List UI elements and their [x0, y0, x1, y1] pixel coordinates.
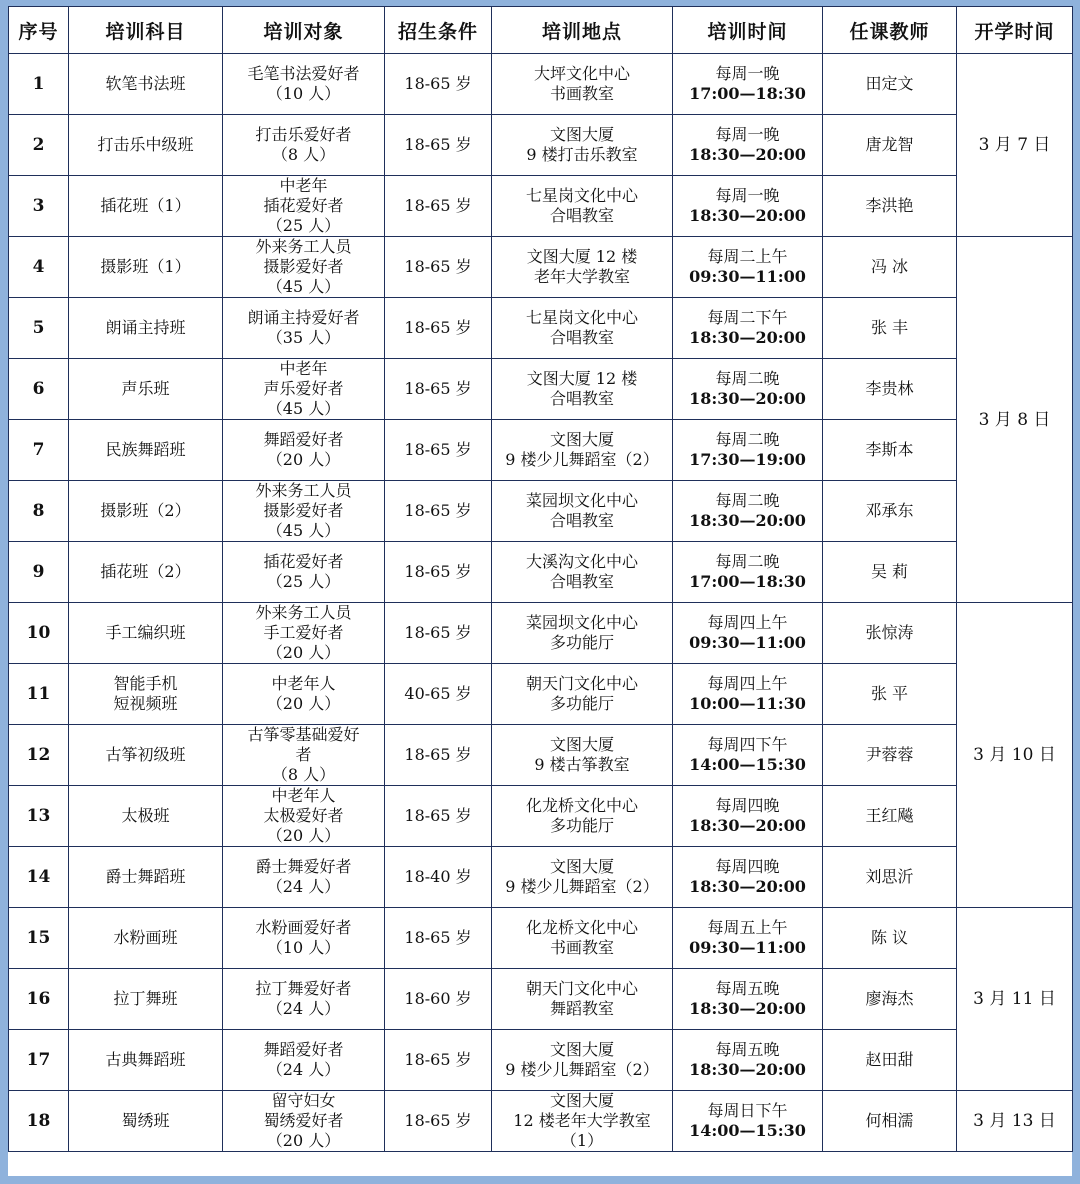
course-location-line: 书画教室 [549, 938, 614, 957]
age-requirement: 18-65 岁 [385, 1091, 492, 1152]
course-target-line: 中老年 [279, 176, 328, 195]
course-location-line: 9 楼少儿舞蹈室（2） [505, 877, 659, 896]
row-index: 11 [9, 664, 69, 725]
course-location-line: 文图大厦 [549, 125, 614, 144]
course-target-line: （20 人） [266, 450, 341, 469]
course-subject-line: 太极班 [121, 806, 170, 825]
table-row [9, 786, 1073, 847]
table-row [9, 847, 1073, 908]
course-location-line: 大坪文化中心 [533, 64, 630, 83]
course-location-line: 多功能厅 [549, 694, 614, 713]
course-time [673, 420, 823, 481]
row-index: 8 [9, 481, 69, 542]
course-target [223, 603, 385, 664]
course-subject [69, 420, 223, 481]
course-subject-line: 民族舞蹈班 [105, 440, 186, 459]
row-index: 9 [9, 542, 69, 603]
course-subject-line: 摄影班（1） [100, 257, 191, 276]
age-requirement: 18-65 岁 [385, 54, 492, 115]
course-time-line: 每周五晚 [715, 979, 780, 998]
course-target-line: （35 人） [266, 328, 341, 347]
course-target-line: 舞蹈爱好者 [263, 430, 344, 449]
course-teacher: 赵田甜 [823, 1030, 957, 1091]
course-location-line: 朝天门文化中心 [525, 979, 638, 998]
course-location-line: 舞蹈教室 [549, 999, 614, 1018]
course-time [673, 664, 823, 725]
course-location-line: 9 楼少儿舞蹈室（2） [505, 1060, 659, 1079]
course-teacher: 廖海杰 [823, 969, 957, 1030]
course-time-line: 18:30—20:00 [689, 206, 806, 225]
course-target-line: 摄影爱好者 [263, 501, 344, 520]
course-target-line: 留守妇女 [271, 1091, 336, 1110]
course-target-line: （45 人） [266, 399, 341, 418]
table-row [9, 969, 1073, 1030]
row-index: 1 [9, 54, 69, 115]
course-time-line: 每周日下午 [707, 1101, 788, 1120]
age-requirement: 18-65 岁 [385, 298, 492, 359]
course-target-line: 毛笔书法爱好者 [247, 64, 360, 83]
course-target-line: 古筝零基础爱好 [247, 725, 360, 744]
course-time-line: 18:30—20:00 [689, 1060, 806, 1079]
course-teacher: 张 平 [823, 664, 957, 725]
course-location-line: 大溪沟文化中心 [525, 552, 638, 571]
course-location-line: 合唱教室 [549, 328, 614, 347]
course-time-line: 每周四上午 [707, 613, 788, 632]
course-target-line: 外来务工人员 [255, 237, 352, 256]
course-location-line: 合唱教室 [549, 572, 614, 591]
course-target [223, 908, 385, 969]
course-subject-line: 爵士舞蹈班 [105, 867, 186, 886]
row-index: 17 [9, 1030, 69, 1091]
course-subject-line: 朗诵主持班 [105, 318, 186, 337]
course-subject [69, 725, 223, 786]
course-time [673, 54, 823, 115]
row-index: 5 [9, 298, 69, 359]
course-time [673, 481, 823, 542]
table-row [9, 481, 1073, 542]
course-subject-line: 短视频班 [113, 694, 178, 713]
course-location [492, 786, 673, 847]
course-time [673, 176, 823, 237]
course-target-line: 打击乐爱好者 [255, 125, 352, 144]
course-time [673, 115, 823, 176]
course-target-line: 中老年人 [271, 786, 336, 805]
age-requirement: 18-65 岁 [385, 725, 492, 786]
course-location [492, 847, 673, 908]
table-row [9, 1091, 1073, 1152]
header-index: 序号 [9, 7, 69, 54]
course-time-line: 18:30—20:00 [689, 999, 806, 1018]
course-target-line: 外来务工人员 [255, 481, 352, 500]
course-time-line: 每周二上午 [707, 247, 788, 266]
course-time-line: 每周二晚 [715, 552, 780, 571]
row-index: 4 [9, 237, 69, 298]
course-teacher: 李贵林 [823, 359, 957, 420]
course-location-line: 老年大学教室 [533, 267, 630, 286]
course-subject [69, 908, 223, 969]
course-time [673, 542, 823, 603]
row-index: 2 [9, 115, 69, 176]
start-date: 3 月 13 日 [957, 1091, 1073, 1152]
course-target [223, 298, 385, 359]
course-target-line: 插花爱好者 [263, 196, 344, 215]
course-target-line: 插花爱好者 [263, 552, 344, 571]
training-schedule-table [8, 6, 1073, 1152]
course-location [492, 603, 673, 664]
course-time-line: 每周五晚 [715, 1040, 780, 1059]
course-time [673, 847, 823, 908]
course-target-line: （25 人） [266, 572, 341, 591]
course-time-line: 每周二晚 [715, 369, 780, 388]
course-target-line: 者 [295, 745, 312, 764]
age-requirement: 18-65 岁 [385, 1030, 492, 1091]
course-subject-line: 拉丁舞班 [113, 989, 178, 1008]
age-requirement: 18-65 岁 [385, 786, 492, 847]
course-teacher: 李斯本 [823, 420, 957, 481]
course-target-line: （25 人） [266, 216, 341, 235]
course-target-line: （10 人） [266, 938, 341, 957]
course-location-line: 文图大厦 [549, 430, 614, 449]
course-time-line: 14:00—15:30 [689, 755, 806, 774]
course-time-line: 17:00—18:30 [689, 84, 806, 103]
course-target-line: （10 人） [266, 84, 341, 103]
header-teacher: 任课教师 [823, 7, 957, 54]
course-time-line: 每周一晚 [715, 186, 780, 205]
course-location-line: 朝天门文化中心 [525, 674, 638, 693]
course-time [673, 969, 823, 1030]
course-teacher: 田定文 [823, 54, 957, 115]
course-time-line: 每周二晚 [715, 491, 780, 510]
course-location [492, 725, 673, 786]
course-subject [69, 237, 223, 298]
course-subject [69, 1030, 223, 1091]
row-index: 15 [9, 908, 69, 969]
course-location [492, 298, 673, 359]
table-row [9, 908, 1073, 969]
course-time-line: 10:00—11:30 [689, 694, 806, 713]
course-time-line: 每周四上午 [707, 674, 788, 693]
course-location [492, 542, 673, 603]
age-requirement: 40-65 岁 [385, 664, 492, 725]
course-target [223, 359, 385, 420]
header-start-date: 开学时间 [957, 7, 1073, 54]
course-time-line: 每周五上午 [707, 918, 788, 937]
course-target-line: （45 人） [266, 277, 341, 296]
course-target-line: （24 人） [266, 877, 341, 896]
course-teacher: 吴 莉 [823, 542, 957, 603]
course-target-line: 中老年 [279, 359, 328, 378]
course-time-line: 每周二下午 [707, 308, 788, 327]
course-time [673, 908, 823, 969]
table-row [9, 542, 1073, 603]
table-row [9, 359, 1073, 420]
course-target-line: （20 人） [266, 694, 341, 713]
table-row [9, 54, 1073, 115]
course-target-line: 手工爱好者 [263, 623, 344, 642]
age-requirement: 18-65 岁 [385, 115, 492, 176]
course-teacher: 唐龙智 [823, 115, 957, 176]
course-location-line: 合唱教室 [549, 389, 614, 408]
course-target [223, 54, 385, 115]
course-subject-line: 摄影班（2） [100, 501, 191, 520]
course-location [492, 664, 673, 725]
table-row [9, 664, 1073, 725]
course-target [223, 786, 385, 847]
course-location-line: 9 楼古筝教室 [534, 755, 630, 774]
course-time [673, 603, 823, 664]
header-target: 培训对象 [223, 7, 385, 54]
age-requirement: 18-65 岁 [385, 237, 492, 298]
course-target [223, 847, 385, 908]
course-location-line: 多功能厅 [549, 633, 614, 652]
course-time-line: 每周四晚 [715, 857, 780, 876]
course-subject-line: 古典舞蹈班 [105, 1050, 186, 1069]
header-subject: 培训科目 [69, 7, 223, 54]
start-date: 3 月 11 日 [957, 908, 1073, 1091]
age-requirement: 18-65 岁 [385, 603, 492, 664]
header-time: 培训时间 [673, 7, 823, 54]
course-teacher: 冯 冰 [823, 237, 957, 298]
course-target [223, 664, 385, 725]
course-teacher: 陈 议 [823, 908, 957, 969]
table-row [9, 1030, 1073, 1091]
course-target-line: 声乐爱好者 [263, 379, 344, 398]
course-teacher: 张 丰 [823, 298, 957, 359]
age-requirement: 18-65 岁 [385, 542, 492, 603]
course-location-line: 文图大厦 [549, 735, 614, 754]
course-location-line: 书画教室 [549, 84, 614, 103]
course-location-line: 化龙桥文化中心 [525, 918, 638, 937]
course-location [492, 176, 673, 237]
course-target-line: 朗诵主持爱好者 [247, 308, 360, 327]
course-location [492, 115, 673, 176]
course-time-line: 每周一晚 [715, 125, 780, 144]
course-time [673, 1091, 823, 1152]
course-subject [69, 298, 223, 359]
row-index: 16 [9, 969, 69, 1030]
course-target [223, 420, 385, 481]
row-index: 12 [9, 725, 69, 786]
course-time-line: 每周四晚 [715, 796, 780, 815]
table-body [9, 54, 1073, 1152]
course-target [223, 176, 385, 237]
course-target [223, 237, 385, 298]
start-date: 3 月 7 日 [957, 54, 1073, 237]
course-teacher: 李洪艳 [823, 176, 957, 237]
course-location-line: 七星岗文化中心 [525, 186, 638, 205]
age-requirement: 18-65 岁 [385, 176, 492, 237]
course-subject-line: 插花班（1） [100, 196, 191, 215]
course-teacher: 张惊涛 [823, 603, 957, 664]
start-date: 3 月 8 日 [957, 237, 1073, 603]
course-target-line: 中老年人 [271, 674, 336, 693]
course-target [223, 969, 385, 1030]
course-subject [69, 115, 223, 176]
course-location-line: 文图大厦 [549, 1091, 614, 1110]
table-row [9, 115, 1073, 176]
start-date: 3 月 10 日 [957, 603, 1073, 908]
course-target-line: 外来务工人员 [255, 603, 352, 622]
header-row [9, 7, 1073, 54]
course-target [223, 542, 385, 603]
course-time [673, 786, 823, 847]
course-subject-line: 蜀绣班 [121, 1111, 170, 1130]
course-subject-line: 软笔书法班 [105, 74, 186, 93]
course-time-line: 09:30—11:00 [689, 938, 806, 957]
course-time [673, 1030, 823, 1091]
course-location-line: 文图大厦 12 楼 [526, 247, 638, 266]
course-subject-line: 插花班（2） [100, 562, 191, 581]
course-location-line: 12 楼老年大学教室 [513, 1111, 651, 1130]
course-target-line: （20 人） [266, 643, 341, 662]
age-requirement: 18-65 岁 [385, 481, 492, 542]
row-index: 3 [9, 176, 69, 237]
course-time-line: 18:30—20:00 [689, 328, 806, 347]
course-location-line: 9 楼打击乐教室 [526, 145, 638, 164]
course-target-line: （45 人） [266, 521, 341, 540]
course-time-line: 14:00—15:30 [689, 1121, 806, 1140]
course-location-line: 文图大厦 12 楼 [526, 369, 638, 388]
table-row [9, 176, 1073, 237]
table-row [9, 237, 1073, 298]
course-location-line: 文图大厦 [549, 857, 614, 876]
course-target-line: （20 人） [266, 1131, 341, 1150]
course-time-line: 18:30—20:00 [689, 145, 806, 164]
course-subject [69, 786, 223, 847]
course-subject-line: 水粉画班 [113, 928, 178, 947]
course-subject [69, 176, 223, 237]
course-teacher: 王红飚 [823, 786, 957, 847]
course-teacher: 尹蓉蓉 [823, 725, 957, 786]
table-row [9, 298, 1073, 359]
course-location [492, 54, 673, 115]
course-location [492, 481, 673, 542]
course-subject [69, 54, 223, 115]
course-time-line: 18:30—20:00 [689, 511, 806, 530]
course-location [492, 1091, 673, 1152]
course-target-line: 舞蹈爱好者 [263, 1040, 344, 1059]
course-time-line: 18:30—20:00 [689, 816, 806, 835]
course-subject [69, 1091, 223, 1152]
course-location [492, 420, 673, 481]
course-subject [69, 969, 223, 1030]
course-subject-line: 手工编织班 [105, 623, 186, 642]
header-location: 培训地点 [492, 7, 673, 54]
course-subject [69, 542, 223, 603]
row-index: 14 [9, 847, 69, 908]
course-subject [69, 603, 223, 664]
course-location-line: 菜园坝文化中心 [525, 491, 638, 510]
course-location-line: 文图大厦 [549, 1040, 614, 1059]
course-subject [69, 847, 223, 908]
course-target-line: 摄影爱好者 [263, 257, 344, 276]
course-location [492, 1030, 673, 1091]
course-time-line: 每周四下午 [707, 735, 788, 754]
course-time [673, 725, 823, 786]
course-target-line: 爵士舞爱好者 [255, 857, 352, 876]
age-requirement: 18-65 岁 [385, 420, 492, 481]
row-index: 7 [9, 420, 69, 481]
course-subject [69, 664, 223, 725]
course-target [223, 115, 385, 176]
age-requirement: 18-40 岁 [385, 847, 492, 908]
age-requirement: 18-65 岁 [385, 908, 492, 969]
course-location [492, 908, 673, 969]
header-requirement: 招生条件 [385, 7, 492, 54]
table-row [9, 725, 1073, 786]
course-location-line: 化龙桥文化中心 [525, 796, 638, 815]
course-target-line: 拉丁舞爱好者 [255, 979, 352, 998]
course-subject-line: 古筝初级班 [105, 745, 186, 764]
course-time-line: 18:30—20:00 [689, 389, 806, 408]
row-index: 18 [9, 1091, 69, 1152]
course-teacher: 何相濡 [823, 1091, 957, 1152]
course-time-line: 18:30—20:00 [689, 877, 806, 896]
course-target [223, 1091, 385, 1152]
table-row [9, 420, 1073, 481]
course-target [223, 481, 385, 542]
course-target-line: （20 人） [266, 826, 341, 845]
course-location-line: 七星岗文化中心 [525, 308, 638, 327]
course-time-line: 09:30—11:00 [689, 267, 806, 286]
course-location-line: 9 楼少儿舞蹈室（2） [505, 450, 659, 469]
course-time [673, 298, 823, 359]
course-location [492, 237, 673, 298]
table-row [9, 603, 1073, 664]
course-target-line: （24 人） [266, 1060, 341, 1079]
course-location-line: 合唱教室 [549, 206, 614, 225]
course-time-line: 09:30—11:00 [689, 633, 806, 652]
course-location [492, 969, 673, 1030]
course-location-line: 多功能厅 [549, 816, 614, 835]
course-location-line: 合唱教室 [549, 511, 614, 530]
course-location-line: 菜园坝文化中心 [525, 613, 638, 632]
course-subject-line: 智能手机 [113, 674, 178, 693]
course-subject [69, 481, 223, 542]
course-teacher: 邓承东 [823, 481, 957, 542]
course-location-line: （1） [560, 1131, 604, 1150]
course-time [673, 237, 823, 298]
course-time-line: 每周二晚 [715, 430, 780, 449]
row-index: 6 [9, 359, 69, 420]
course-target [223, 1030, 385, 1091]
course-target-line: 太极爱好者 [263, 806, 344, 825]
course-teacher: 刘思沂 [823, 847, 957, 908]
course-subject-line: 打击乐中级班 [97, 135, 194, 154]
age-requirement: 18-60 岁 [385, 969, 492, 1030]
course-time [673, 359, 823, 420]
course-target-line: 水粉画爱好者 [255, 918, 352, 937]
course-time-line: 17:30—19:00 [689, 450, 806, 469]
course-subject-line: 声乐班 [121, 379, 170, 398]
course-time-line: 每周一晚 [715, 64, 780, 83]
course-subject [69, 359, 223, 420]
course-location [492, 359, 673, 420]
course-target-line: （8 人） [271, 765, 336, 784]
schedule-sheet [8, 6, 1072, 1176]
course-target-line: （8 人） [271, 145, 336, 164]
age-requirement: 18-65 岁 [385, 359, 492, 420]
row-index: 10 [9, 603, 69, 664]
course-target-line: （24 人） [266, 999, 341, 1018]
course-target-line: 蜀绣爱好者 [263, 1111, 344, 1130]
course-target [223, 725, 385, 786]
row-index: 13 [9, 786, 69, 847]
course-time-line: 17:00—18:30 [689, 572, 806, 591]
